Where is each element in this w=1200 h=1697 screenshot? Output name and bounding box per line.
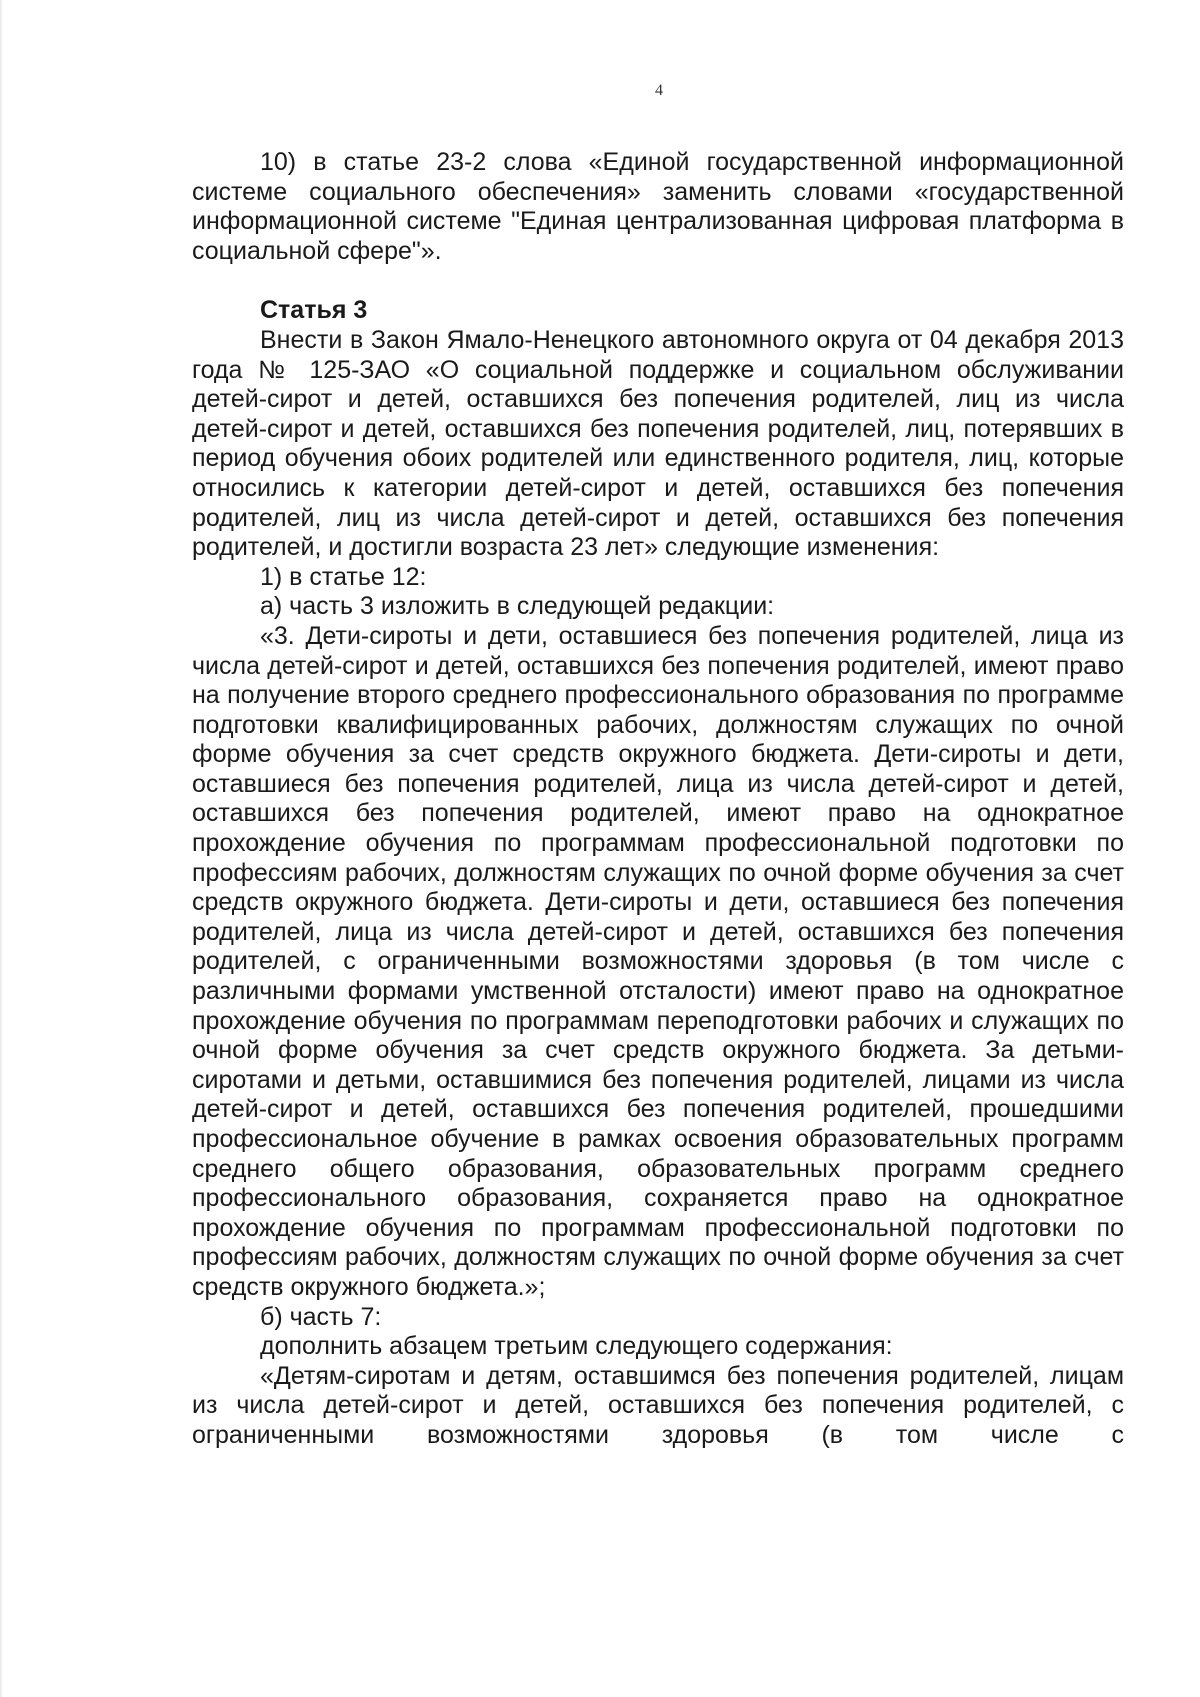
scan-edge — [0, 0, 3, 1697]
article-heading: Статья 3 — [260, 296, 368, 325]
page-number: 4 — [655, 82, 663, 99]
article-intro-paragraph: Внести в Закон Ямало-Ненецкого автономного округа от 04 декабря 2013 года № 125-ЗАО «О социальной поддержке и социальном обслуживании детей-сирот и детей, оставшихся без попечения родителей, лиц из числа детей-сирот и детей, оставшихся без попечения родителей, лиц, потерявших в период обучения обоих родителей или единственного родителя, лиц, которые относились к категории детей-сирот и детей, оставшихся без попечения родителей, лиц из числа детей-сирот и детей, оставшихся без попечения родителей, и достигли возраста 23 лет» следующие изменения: — [192, 325, 1124, 562]
body-text — [192, 148, 1124, 1451]
subitem-1a: а) часть 3 изложить в следующей редакции: — [260, 592, 775, 621]
part-3-text: «3. Дети-сироты и дети, оставшиеся без попечения родителей, лица из числа детей-сирот и детей, оставшихся без попечения родителей, имеют право на получение второго среднего профессионального образования по программе подготовки квалифицированных рабочих, должностям служащих по очной форме обучения за счет средств окружного бюджета. Дети-сироты и дети, оставшиеся без попечения родителей, лица из числа детей-сирот и детей, оставшихся без попечения родителей, имеют право на однократное прохождение обучения по программам профессиональной подготовки по профессиям рабочих, должностям служащих по очной форме обучения за счет средств окружного бюджета. Дети-сироты и дети, оставшиеся без попечения родителей, лица из числа детей-сирот и детей, оставшихся без попечения родителей, с ограниченными возможностями здоровья (в том числе с различными формами умственной отсталости) имеют право на однократное прохождение обучения по программам переподготовки рабочих и служащих по очной форме обучения за счет средств окружного бюджета. За детьми-сиротами и детьми, оставшимися без попечения родителей, лицами из числа детей-сирот и детей, оставшихся без попечения родителей, прошедшими профессиональное обучение в рамках освоения образовательных программ среднего общего образования, образовательных программ среднего профессионального образования, сохраняется право на однократное прохождение обучения по программам профессиональной подготовки по профессиям рабочих, должностям служащих по очной форме обучения за счет средств окружного бюджета.»; — [192, 621, 1124, 1301]
spacer — [192, 266, 1124, 296]
subitem-1b-action: дополнить абзацем третьим следующего содержания: — [260, 1332, 893, 1361]
subitem-1b: б) часть 7: — [260, 1302, 382, 1331]
subitem-1: 1) в статье 12: — [260, 562, 427, 591]
paragraph-item-10: 10) в статье 23-2 слова «Единой государственной информационной системе социального обеспечения» заменить словами «государственной информационной системе "Единая централизованная цифровая платформа в социальной сфере"». — [192, 148, 1124, 265]
part-7-text: «Детям-сиротам и детям, оставшимся без попечения родителей, лицам из числа детей-сирот и детей, оставшихся без попечения родителей, с ограниченными возможностями здоровья (в том числе с — [192, 1361, 1124, 1449]
